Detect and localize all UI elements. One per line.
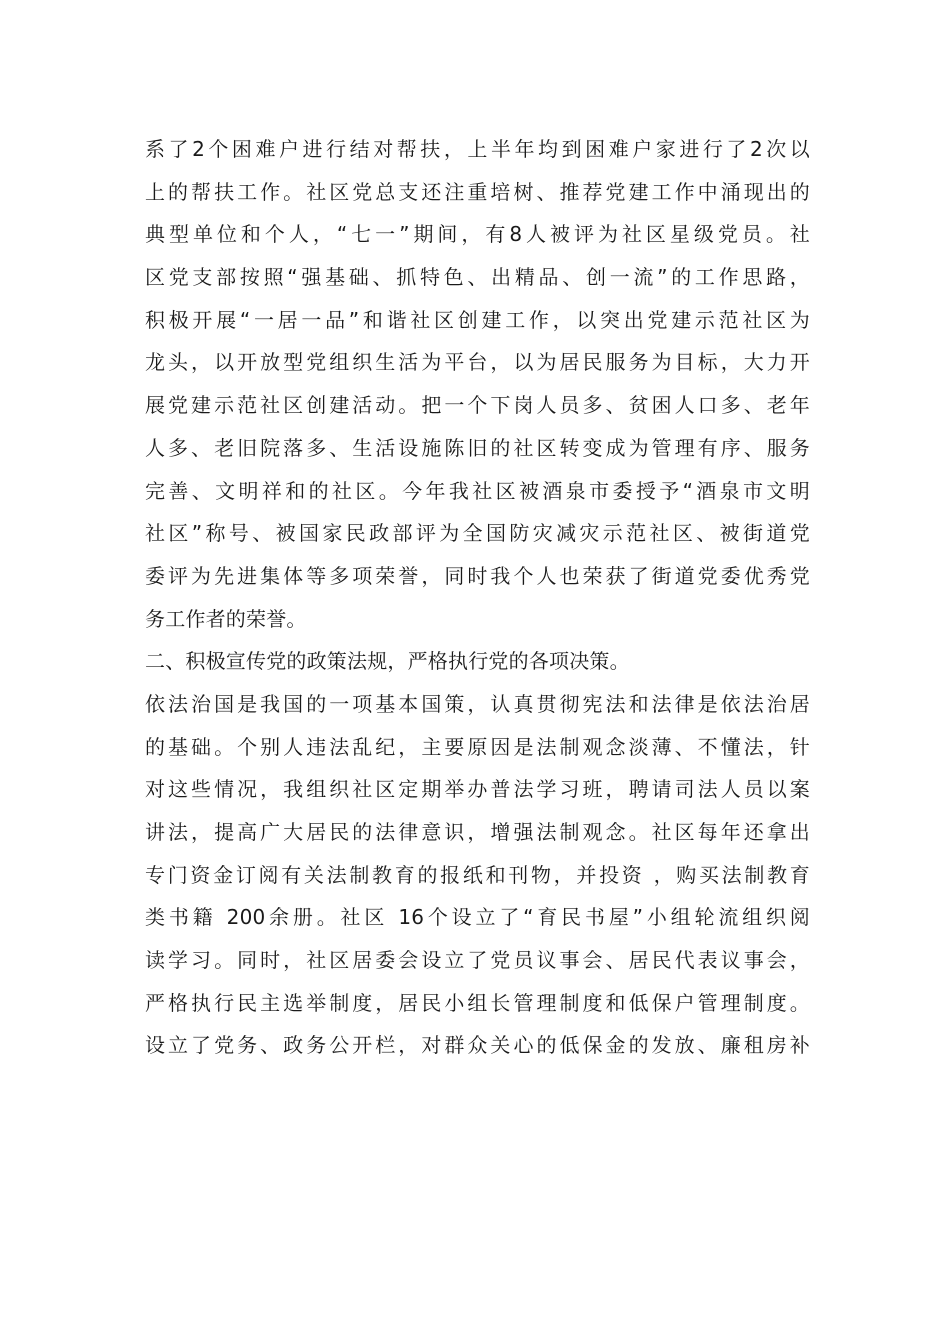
text-line: 依法治国是我国的一项基本国策，认真贯彻宪法和法律是依法治居: [145, 691, 810, 716]
text-line: 人多、老旧院落多、生活设施陈旧的社区转变成为管理有序、服务: [145, 435, 810, 460]
text-line: 委评为先进集体等多项荣誉，同时我个人也荣获了街道党委优秀党: [145, 563, 810, 588]
text-line: 严格执行民主选举制度，居民小组长管理制度和低保户管理制度。: [145, 990, 810, 1015]
text-line: 区党支部按照“强基础、抓特色、出精品、创一流”的工作思路，: [145, 265, 810, 290]
text-line: 的基础。个别人违法乱纪，主要原因是法制观念淡薄、不懂法，针: [145, 734, 810, 759]
text-line: 设立了党务、政务公开栏，对群众关心的低保金的发放、廉租房补: [145, 1033, 810, 1058]
text-line: 积极开展“一居一品”和谐社区创建工作，以突出党建示范社区为: [145, 307, 810, 332]
text-line: 上的帮扶工作。社区党总支还注重培树、推荐党建工作中涌现出的: [145, 179, 810, 204]
text-line: 典型单位和个人，“七一”期间，有8人被评为社区星级党员。社: [145, 222, 810, 247]
text-line: 二、积极宣传党的政策法规，严格执行党的各项决策。: [145, 649, 630, 674]
text-line: 读学习。同时，社区居委会设立了党员议事会、居民代表议事会，: [145, 948, 810, 973]
text-line: 专门资金订阅有关法制教育的报纸和刊物，并投资 ，购买法制教育: [145, 862, 810, 887]
document-body: [145, 128, 810, 1067]
text-line: 龙头，以开放型党组织生活为平台，以为居民服务为目标，大力开: [145, 350, 810, 375]
text-line: 类书籍 200余册。社区 16个设立了“育民书屋”小组轮流组织阅: [145, 905, 810, 930]
text-line: 对这些情况，我组织社区定期举办普法学习班，聘请司法人员以案: [145, 777, 810, 802]
text-line: 系了2个困难户进行结对帮扶，上半年均到困难户家进行了2次以: [145, 137, 810, 161]
text-line: 展党建示范社区创建活动。把一个下岗人员多、贫困人口多、老年: [145, 393, 810, 418]
text-line: 完善、文明祥和的社区。今年我社区被酒泉市委授予“酒泉市文明: [145, 478, 810, 503]
text-line: 讲法，提高广大居民的法律意识，增强法制观念。社区每年还拿出: [145, 820, 810, 844]
text-line: 社区”称号、被国家民政部评为全国防灾减灾示范社区、被街道党: [145, 521, 810, 546]
text-line: 务工作者的荣誉。: [145, 606, 307, 631]
